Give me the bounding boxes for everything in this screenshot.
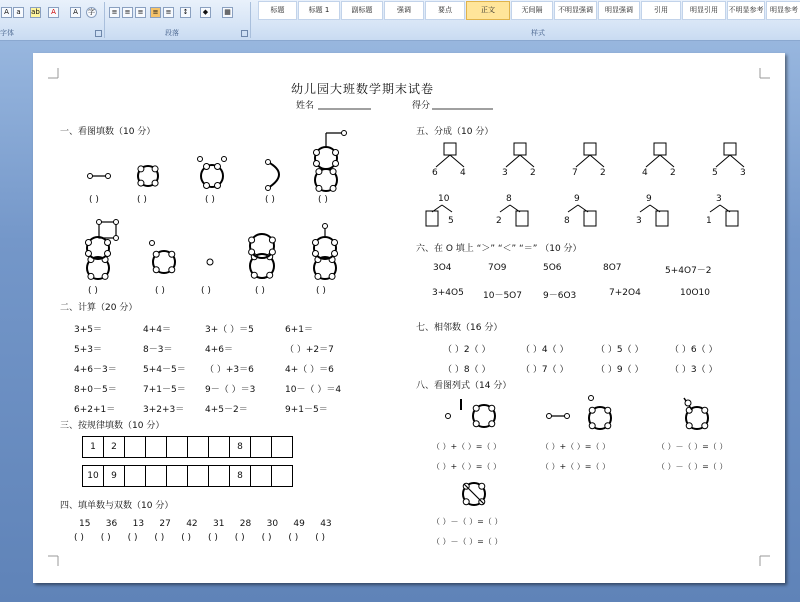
split-number: 3: [636, 216, 642, 226]
calc-expression: 9－（ ）＝3: [205, 385, 256, 395]
answer-blank: ( ): [315, 533, 326, 543]
align-right-button[interactable]: ≡: [135, 7, 146, 18]
calc-expression: 4+6－3＝: [74, 365, 117, 375]
answer-blank: ( ): [74, 533, 84, 543]
shading-button[interactable]: ◆: [200, 7, 211, 18]
neighbor-blank: （ ）7（ ）: [521, 365, 569, 375]
compare-expression: 10O10: [680, 288, 710, 298]
equation-blank: （ ）+（ ）=（ ）: [432, 462, 502, 471]
compare-expression: 3+4O5: [432, 288, 464, 298]
char-shading-button[interactable]: A: [70, 7, 81, 18]
calc-expression: 9+1－5＝: [285, 405, 328, 415]
style-intense-quote[interactable]: 明显引用: [682, 1, 726, 20]
calc-expression: 10－（ ）＝4: [285, 385, 342, 395]
align-left-button[interactable]: ≡: [109, 7, 120, 18]
style-emphasis[interactable]: 强调: [384, 1, 424, 20]
bead-dot: [565, 414, 570, 419]
calc-expression: 6+2+1＝: [74, 405, 116, 415]
answer-blank: ( ): [88, 286, 98, 296]
answer-blank: ( ): [265, 195, 275, 205]
section-8-heading: 八、看图列式（14 分）: [416, 381, 512, 391]
split-number: 7: [572, 168, 578, 178]
bead-dot: [589, 396, 594, 401]
equation-blank: （ ）+（ ）=（ ）: [432, 442, 502, 451]
section-3-heading: 三、按规律填数（10 分）: [60, 421, 165, 431]
calc-expression: （ ）+3＝6: [205, 365, 254, 375]
answer-blank: ( ): [181, 533, 192, 543]
answer-blank: ( ): [100, 533, 111, 543]
neighbor-blank: （ ）3（ ）: [670, 365, 718, 375]
answer-blank: ( ): [316, 286, 326, 296]
compare-expression: 3O4: [433, 263, 452, 273]
bead-dot: [489, 405, 495, 411]
section-1-heading: 一、看图填数（10 分）: [60, 127, 156, 137]
equation-blank: （ ）+（ ）=（ ）: [541, 462, 611, 471]
calc-expression: 8－3＝: [143, 345, 173, 355]
neighbor-blank: （ ）5（ ）: [596, 345, 644, 355]
calc-expression: 8+0－5＝: [74, 385, 117, 395]
split-number: 2: [530, 168, 536, 178]
split-number: 8: [506, 194, 512, 204]
number-label: 27: [159, 519, 171, 529]
compare-expression: 5+4O7－2: [665, 266, 712, 276]
equation-blank: （ ）－（ ）=（ ）: [657, 462, 728, 471]
split-number: 9: [646, 194, 652, 204]
answer-blank: ( ): [155, 286, 165, 296]
font-group-label: 字体: [0, 29, 14, 37]
styles-group-label: 样式: [531, 29, 545, 37]
bead-dot: [686, 423, 692, 429]
split-number: 2: [600, 168, 606, 178]
pattern-cell[interactable]: 9: [103, 465, 125, 487]
bead-dot: [446, 414, 451, 419]
section-7-heading: 七、相邻数（16 分）: [416, 323, 503, 333]
compare-expression: 7+2O4: [609, 288, 641, 298]
style-strong[interactable]: 要点: [425, 1, 465, 20]
pattern-cell[interactable]: 10: [82, 465, 104, 487]
split-number: 9: [574, 194, 580, 204]
split-number: 4: [642, 168, 648, 178]
bead-dot: [589, 423, 595, 429]
number-label: 36: [105, 519, 118, 529]
style-subtle-emphasis[interactable]: 不明显强调: [554, 1, 597, 20]
bead-dot: [463, 499, 469, 505]
style-no-spacing[interactable]: 无间隔: [511, 1, 553, 20]
section-6-heading: 六、在 O 填上 “＞” “＜” “＝” （10 分）: [416, 244, 582, 254]
answer-blank: ( ): [255, 286, 265, 296]
pattern-cell[interactable]: 8: [229, 436, 251, 458]
score-label: 得分: [412, 101, 431, 111]
compare-expression: 9－6O3: [543, 291, 577, 301]
calc-expression: 4+4＝: [143, 325, 171, 335]
highlight-button[interactable]: ab: [31, 8, 40, 16]
pattern-cell[interactable]: 1: [82, 436, 104, 458]
justify-button[interactable]: ≡: [150, 7, 161, 18]
compare-expression: 8O7: [603, 263, 622, 273]
neighbor-blank: （ ）8（ ）: [443, 365, 491, 375]
number-label: 31: [213, 519, 225, 529]
section-5-heading: 五、分成（10 分）: [416, 127, 494, 137]
answer-blank: ( ): [288, 533, 299, 543]
bead-dot: [489, 421, 495, 427]
bead-dot: [547, 414, 552, 419]
bead-dot: [589, 407, 595, 413]
split-number: 3: [716, 194, 722, 204]
bead-dot: [702, 407, 708, 413]
split-number: 1: [706, 216, 712, 226]
font-case-button[interactable]: a: [13, 7, 24, 18]
calc-expression: 7+1－5＝: [143, 385, 186, 395]
style-heading[interactable]: 标题: [258, 1, 297, 20]
neighbor-blank: （ ）9（ ）: [596, 365, 644, 375]
compare-expression: 7O9: [488, 263, 507, 273]
section-2-heading: 二、计算（20 分）: [60, 303, 138, 313]
bead-dot: [479, 483, 485, 489]
split-number: 3: [502, 168, 508, 178]
pattern-cell[interactable]: 8: [229, 465, 251, 487]
neighbor-blank: （ ）2（ ）: [443, 345, 491, 355]
bead-dot: [473, 421, 479, 427]
name-label: 姓名: [296, 101, 315, 111]
number-label: 43: [320, 519, 332, 529]
bead-dot: [702, 423, 708, 429]
answer-blank: ( ): [154, 533, 165, 543]
calc-expression: 5+3＝: [74, 345, 102, 355]
split-number: 8: [564, 216, 570, 226]
answer-blank: ( ): [205, 195, 215, 205]
pattern-cell[interactable]: 2: [103, 436, 125, 458]
equation-blank: （ ）－（ ）=（ ）: [432, 517, 503, 526]
bead-dot: [473, 405, 479, 411]
answer-blank: ( ): [201, 286, 211, 296]
font-size-increase-button[interactable]: A: [1, 7, 12, 18]
section-4-heading: 四、填单数与双数（10 分）: [60, 501, 174, 511]
answer-blank: ( ): [318, 195, 328, 205]
equation-blank: （ ）－（ ）=（ ）: [432, 537, 503, 546]
style-subtitle[interactable]: 副标题: [341, 1, 383, 20]
answer-blank: ( ): [137, 195, 147, 205]
paragraph-group-label: 段落: [165, 29, 179, 37]
calc-expression: 4+5－2＝: [205, 405, 248, 415]
bead-dot: [685, 400, 691, 406]
calc-expression: （ ）+2＝7: [285, 345, 334, 355]
equation-blank: （ ）+（ ）=（ ）: [541, 442, 611, 451]
style-heading-1[interactable]: 标题 1: [298, 1, 340, 20]
bead-dot: [605, 423, 611, 429]
distribute-button[interactable]: ≡: [163, 7, 174, 18]
number-label: 15: [79, 519, 91, 529]
calc-expression: 4+（ ）＝6: [285, 365, 334, 375]
style-quote[interactable]: 引用: [641, 1, 681, 20]
enclose-char-button[interactable]: 字: [88, 8, 95, 16]
answer-blank: ( ): [234, 533, 245, 543]
answer-blank: ( ): [127, 533, 138, 543]
line-spacing-button[interactable]: ↕: [180, 7, 191, 18]
split-number: 4: [460, 168, 466, 178]
neighbor-blank: （ ）4（ ）: [521, 345, 569, 355]
style-intense-emphasis[interactable]: 明显强调: [598, 1, 640, 20]
number-label: 42: [186, 519, 198, 529]
number-label: 13: [132, 519, 145, 529]
calc-expression: 3+5＝: [74, 325, 102, 335]
bead-dot: [605, 407, 611, 413]
selected-style-label: 正文: [481, 6, 495, 14]
answer-blank: ( ): [261, 533, 272, 543]
number-label: 28: [239, 519, 252, 529]
style-subtle-reference[interactable]: 不明显参考: [727, 1, 765, 20]
split-number: 6: [432, 168, 438, 178]
split-number: 10: [438, 194, 450, 204]
calc-expression: 3+（ ）＝5: [205, 325, 254, 335]
border-button[interactable]: ▦: [222, 7, 233, 18]
answer-blank: ( ): [208, 533, 218, 543]
equation-blank: （ ）－（ ）=（ ）: [657, 442, 728, 451]
calc-expression: 5+4－5＝: [143, 365, 186, 375]
number-label: 30: [266, 519, 279, 529]
compare-expression: 10－5O7: [483, 291, 522, 301]
font-color-button[interactable]: A: [48, 7, 59, 18]
split-number: 5: [712, 168, 718, 178]
style-intense-reference[interactable]: 明显参考: [766, 1, 800, 20]
answer-blank: ( ): [89, 195, 99, 205]
calc-expression: 3+2+3＝: [143, 405, 185, 415]
calc-expression: 6+1＝: [285, 325, 313, 335]
split-number: 2: [670, 168, 676, 178]
page-title: 幼儿园大班数学期末试卷: [291, 82, 435, 96]
compare-expression: 5O6: [543, 263, 562, 273]
calc-expression: 4+6＝: [205, 345, 233, 355]
number-label: 49: [293, 519, 305, 529]
split-number: 5: [448, 216, 454, 226]
split-number: 2: [496, 216, 502, 226]
neighbor-blank: （ ）6（ ）: [670, 345, 718, 355]
align-center-button[interactable]: ≡: [122, 7, 133, 18]
split-number: 3: [740, 168, 746, 178]
